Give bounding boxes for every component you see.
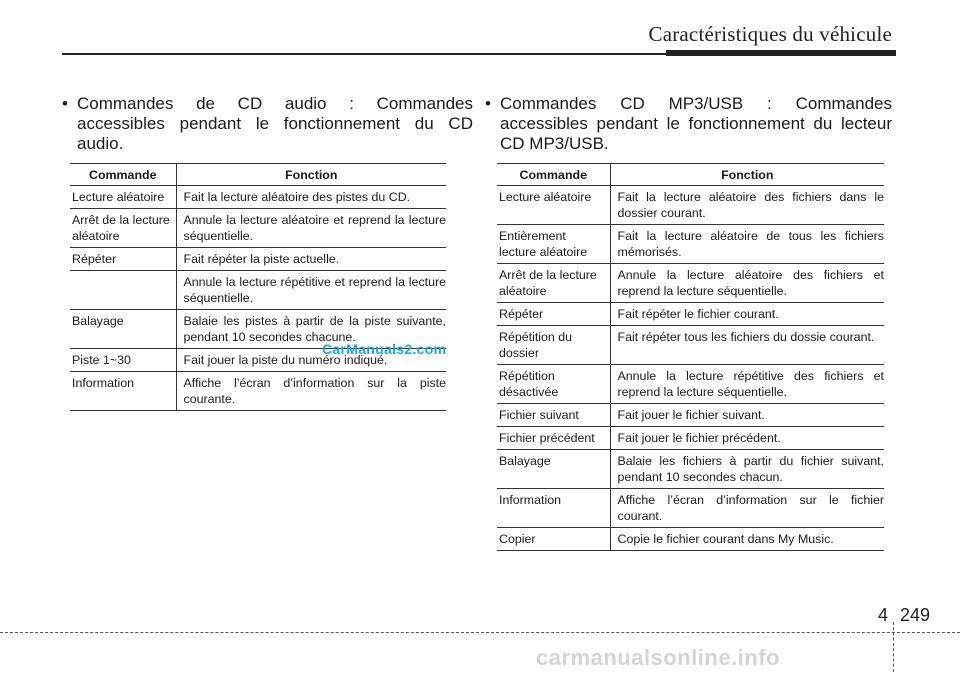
function-text: Fait jouer le fichier précédent. [617, 431, 781, 445]
command-cell: Arrêt de la lecture aléatoire [70, 209, 176, 248]
command-cell: Balayage [70, 310, 176, 349]
cd-audio-commands-table [70, 163, 446, 411]
page-number: 249 [900, 605, 931, 625]
function-text: Copie le fichier courant dans My Music. [617, 532, 834, 546]
table-row [497, 186, 884, 225]
function-text: Fait jouer la piste du numéro indiqué. [183, 353, 388, 367]
chapter-number: 4 [878, 605, 889, 625]
function-text: Fait la lecture aléatoire de tous les fichiers mémorisés. [617, 229, 884, 259]
function-cell [610, 264, 884, 303]
command-cell: Information [70, 372, 176, 411]
command-cell [70, 271, 176, 310]
function-text: Fait répéter le fichier courant. [617, 307, 779, 321]
function-text: Affiche l’écran d’information sur la piste courante. [183, 376, 446, 406]
table-row [70, 248, 446, 271]
table-row [70, 186, 446, 209]
command-cell: Entièrement lecture aléatoire [497, 225, 610, 264]
function-cell [176, 271, 446, 310]
footer-dashed-rule [0, 632, 960, 633]
header-rule [62, 53, 666, 55]
function-text: Annule la lecture répétitive des fichiers et reprend la lecture séquentielle. [617, 369, 884, 399]
table-header-row [497, 164, 884, 186]
command-cell: Information [497, 489, 610, 528]
column-header-function: Fonction [610, 164, 884, 186]
command-cell: Répétition désactivée [497, 365, 610, 404]
command-cell: Répéter [497, 303, 610, 326]
function-cell [610, 225, 884, 264]
command-cell: Piste 1~30 [70, 349, 176, 372]
table-header-row [70, 164, 446, 186]
function-text: Fait répéter la piste actuelle. [183, 252, 340, 266]
table-row [70, 209, 446, 248]
function-text: Affiche l’écran d’information sur le fichier courant. [617, 493, 884, 523]
function-cell [610, 489, 884, 528]
function-text: Annule la lecture répétitive et reprend la lecture séquentielle. [183, 275, 446, 305]
function-cell [176, 186, 446, 209]
function-text: Fait jouer le fichier suivant. [617, 408, 765, 422]
command-cell: Lecture aléatoire [70, 186, 176, 209]
table-row [497, 450, 884, 489]
table-row [70, 271, 446, 310]
function-cell [610, 404, 884, 427]
command-cell: Fichier précédent [497, 427, 610, 450]
table-row [497, 528, 884, 551]
intro-text: Commandes de CD audio : Commandes accessibles pendant le fonctionnement du CD audio. [77, 94, 473, 153]
table-row [497, 404, 884, 427]
cd-mp3-usb-commands-table [497, 163, 884, 551]
command-cell: Arrêt de la lecture aléatoire [497, 264, 610, 303]
table-row [497, 326, 884, 365]
footer-page-divider [893, 622, 894, 672]
intro-paragraph-cd-audio [62, 94, 473, 154]
watermark-carmanuals2: CarManuals2.com [322, 341, 447, 357]
intro-paragraph-cd-mp3-usb [485, 94, 892, 154]
function-text: Fait répéter tous les fichiers du dossie courant. [617, 330, 875, 344]
command-cell: Répéter [70, 248, 176, 271]
page-header-title: Caractéristiques du véhicule [648, 22, 892, 46]
header-rule-accent [666, 50, 896, 56]
table-row [497, 489, 884, 528]
function-text: Annule la lecture aléatoire des fichiers et reprend la lecture séquentielle. [617, 268, 884, 298]
bullet-marker: • [485, 94, 491, 113]
function-text: Balaie les fichiers à partir du fichier suivant, pendant 10 secondes chacun. [617, 454, 884, 484]
table-row [70, 372, 446, 411]
function-cell [610, 528, 884, 551]
function-cell [610, 303, 884, 326]
function-cell [610, 450, 884, 489]
function-cell [176, 248, 446, 271]
command-cell: Balayage [497, 450, 610, 489]
command-cell: Répétition du dossier [497, 326, 610, 365]
function-cell [610, 427, 884, 450]
column-header-command: Commande [70, 164, 176, 186]
command-cell: Copier [497, 528, 610, 551]
table-row [497, 427, 884, 450]
function-text: Fait la lecture aléatoire des fichiers dans le dossier courant. [617, 190, 884, 220]
function-text: Balaie les pistes à partir de la piste suivante, pendant 10 secondes chacune. [183, 314, 446, 344]
table-row [497, 264, 884, 303]
watermark-site: carmanualsonline.info [536, 645, 780, 670]
intro-text: Commandes CD MP3/USB : Commandes accessibles pendant le fonctionnement du lecteur CD MP3/USB. [500, 94, 892, 153]
function-cell [610, 326, 884, 365]
column-header-function: Fonction [176, 164, 446, 186]
function-cell [176, 372, 446, 411]
bullet-marker: • [62, 94, 68, 113]
function-cell [610, 365, 884, 404]
function-cell [176, 209, 446, 248]
function-text: Fait la lecture aléatoire des pistes du CD. [183, 190, 411, 204]
table-row [497, 225, 884, 264]
command-cell: Fichier suivant [497, 404, 610, 427]
column-header-command: Commande [497, 164, 610, 186]
command-cell: Lecture aléatoire [497, 186, 610, 225]
function-cell [610, 186, 884, 225]
table-row [497, 365, 884, 404]
function-text: Annule la lecture aléatoire et reprend la lecture séquentielle. [183, 213, 446, 243]
table-row [497, 303, 884, 326]
